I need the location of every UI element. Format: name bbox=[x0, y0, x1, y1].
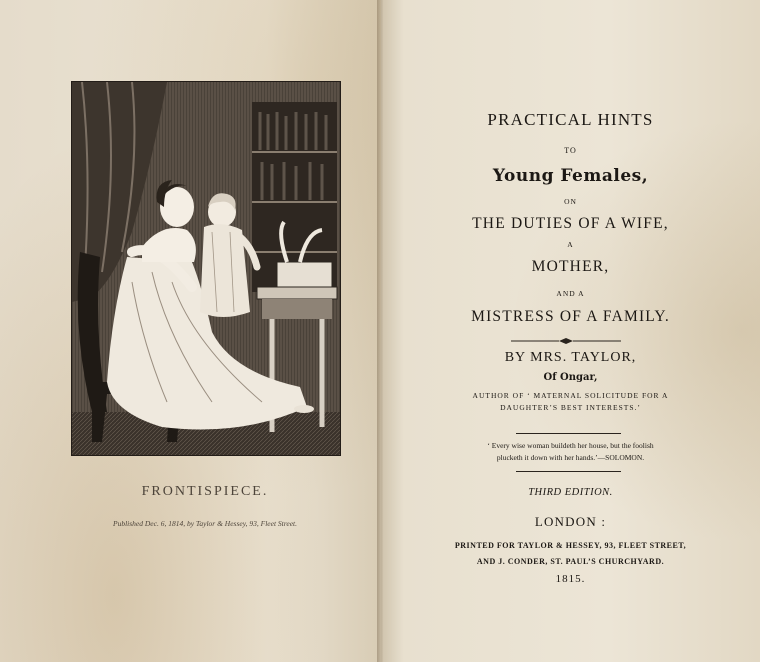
author-credit bbox=[381, 390, 760, 414]
woman-and-child-at-writing-desk-engraving bbox=[72, 82, 340, 455]
epigraph-line-2: plucketh it down with her hands.’—SOLOMON. bbox=[496, 453, 645, 462]
title-a: A bbox=[567, 240, 574, 249]
author-by: BY MRS. TAYLOR, bbox=[504, 350, 637, 365]
ornamental-rule bbox=[511, 338, 621, 344]
title-on: ON bbox=[564, 197, 577, 206]
title-line-1: PRACTICAL HINTS bbox=[487, 110, 654, 129]
author-credit-line-2: DAUGHTER’S BEST INTERESTS.’ bbox=[500, 403, 641, 412]
title-page bbox=[381, 0, 760, 662]
title-line-3: THE DUTIES OF A WIFE, bbox=[472, 215, 669, 232]
divider-rule bbox=[516, 433, 621, 434]
title-line-2: Young Females, bbox=[492, 166, 649, 186]
epigraph bbox=[381, 440, 760, 464]
divider-rule bbox=[516, 471, 621, 472]
title-line-5: MISTRESS OF A FAMILY. bbox=[471, 308, 670, 325]
printer-imprint bbox=[381, 538, 760, 570]
title-and-a: AND A bbox=[556, 289, 585, 298]
book-gutter bbox=[377, 0, 383, 662]
epigraph-line-1: ‘ Every wise woman buildeth her house, but the foolish bbox=[487, 441, 654, 450]
frontispiece-caption: FRONTISPIECE. bbox=[141, 484, 269, 499]
title-line-4: MOTHER, bbox=[531, 258, 610, 275]
title-to: TO bbox=[564, 146, 577, 155]
printer-line-1: PRINTED FOR TAYLOR & HESSEY, 93, FLEET STREET, bbox=[454, 541, 687, 550]
publisher-line: Published Dec. 6, 1814, by Taylor & Hessey, 93, Fleet Street. bbox=[113, 519, 297, 528]
imprint-city: LONDON : bbox=[534, 514, 607, 529]
engraving-image bbox=[71, 81, 341, 456]
imprint-year: 1815. bbox=[555, 573, 586, 585]
printer-line-2: AND J. CONDER, ST. PAUL’S CHURCHYARD. bbox=[476, 557, 665, 566]
author-place: Of Ongar, bbox=[543, 372, 598, 383]
author-credit-line-1: AUTHOR OF ‘ MATERNAL SOLICITUDE FOR A bbox=[472, 391, 669, 400]
edition: THIRD EDITION. bbox=[528, 487, 613, 498]
